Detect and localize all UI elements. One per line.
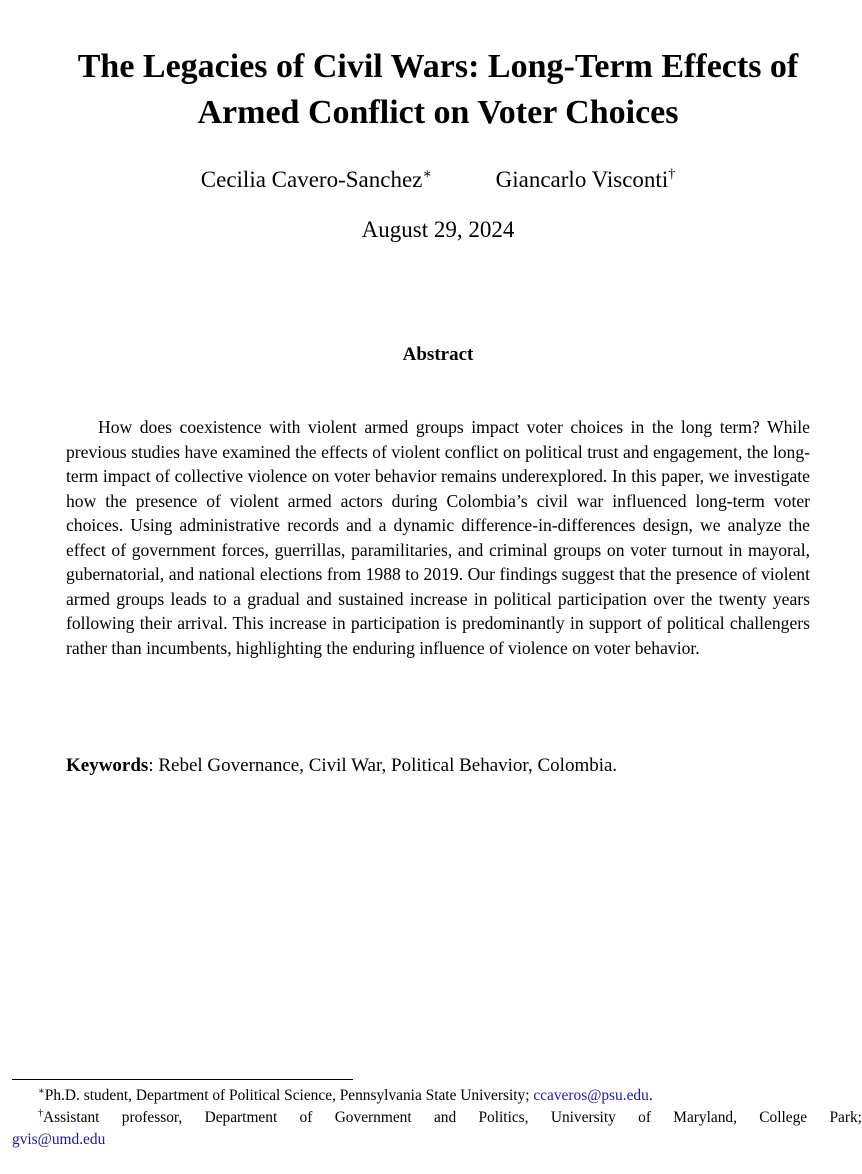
author-1-footnote-mark: ∗ (422, 167, 432, 182)
footnote-2-mark: † (38, 1108, 43, 1119)
footnote-2-email-link[interactable]: gvis@umd.edu (12, 1131, 106, 1148)
footnote-2-word-8: University (550, 1109, 616, 1126)
footnote-2-word-5: Government (334, 1109, 412, 1126)
footnote-2-word-2: professor, (121, 1109, 183, 1126)
footnote-1 (12, 1085, 862, 1107)
footnote-2-continuation (12, 1129, 862, 1151)
paper-title (0, 44, 862, 136)
title-line-2: Armed Conflict on Voter Choices (197, 94, 679, 131)
keywords (66, 753, 826, 779)
footnote-2-word-3: Department (204, 1109, 278, 1126)
keywords-label: Keywords (66, 755, 149, 776)
author-1 (201, 166, 432, 194)
footnote-2-word-1 (38, 1107, 99, 1129)
abstract-body: How does coexistence with violent armed groups impact voter choices in the long term? While previous studies have examined the effects of violent conflict on political trust and engagement, the long-term impact of collective violence on voter behavior remains underexplored. In this paper, we investigate how the presence of violent armed actors during Colombia’s civil war influenced long-term voter choices. Using administrative records and a dynamic difference-in-differences design, we analyze the effect of government forces, guerrillas, paramilitaries, and criminal groups on voter turnout in mayoral, gubernatorial, and national elections from 1988 to 2019. Our findings suggest that the presence of violent armed groups leads to a gradual and sustained increase in political participation over the twenty years following their arrival. This increase in participation is predominantly in support of political challengers rather than incumbents, highlighting the enduring influence of violence on voter behavior. (66, 417, 810, 658)
footnote-2-word-4: of (299, 1109, 313, 1126)
footnote-2-word-7: Politics, (478, 1109, 529, 1126)
publication-date: August 29, 2024 (361, 217, 515, 242)
author-list (0, 166, 862, 194)
footnote-1-text: Ph.D. student, Department of Political Science, Pennsylvania State University; (44, 1087, 534, 1104)
footnote-2-word-1-text: Assistant (43, 1109, 100, 1126)
footnote-2-word-12: Park; (829, 1109, 862, 1126)
author-2 (496, 166, 676, 194)
author-1-name: Cecilia Cavero-Sanchez (200, 167, 423, 192)
footnote-2-word-10: Maryland, (673, 1109, 737, 1126)
author-2-footnote-mark: † (668, 167, 676, 182)
footnotes (12, 1085, 862, 1151)
keywords-list: : Rebel Governance, Civil War, Political Behavior, Colombia. (148, 755, 618, 776)
footnote-2-word-9: of (638, 1109, 651, 1126)
footnote-1-trail: . (648, 1087, 653, 1104)
footnote-1-mark: ∗ (38, 1086, 45, 1097)
abstract-heading: Abstract (402, 344, 474, 365)
footnote-2 (12, 1107, 862, 1129)
title-line-1: The Legacies of Civil Wars: Long-Term Effects of (77, 48, 799, 85)
footnote-1-email-link[interactable]: ccaveros@psu.edu (533, 1087, 649, 1104)
author-2-name: Giancarlo Visconti (495, 167, 669, 192)
footnote-2-word-6: and (433, 1109, 457, 1126)
footnote-2-word-11: College (759, 1109, 808, 1126)
footnote-divider (12, 1079, 353, 1080)
